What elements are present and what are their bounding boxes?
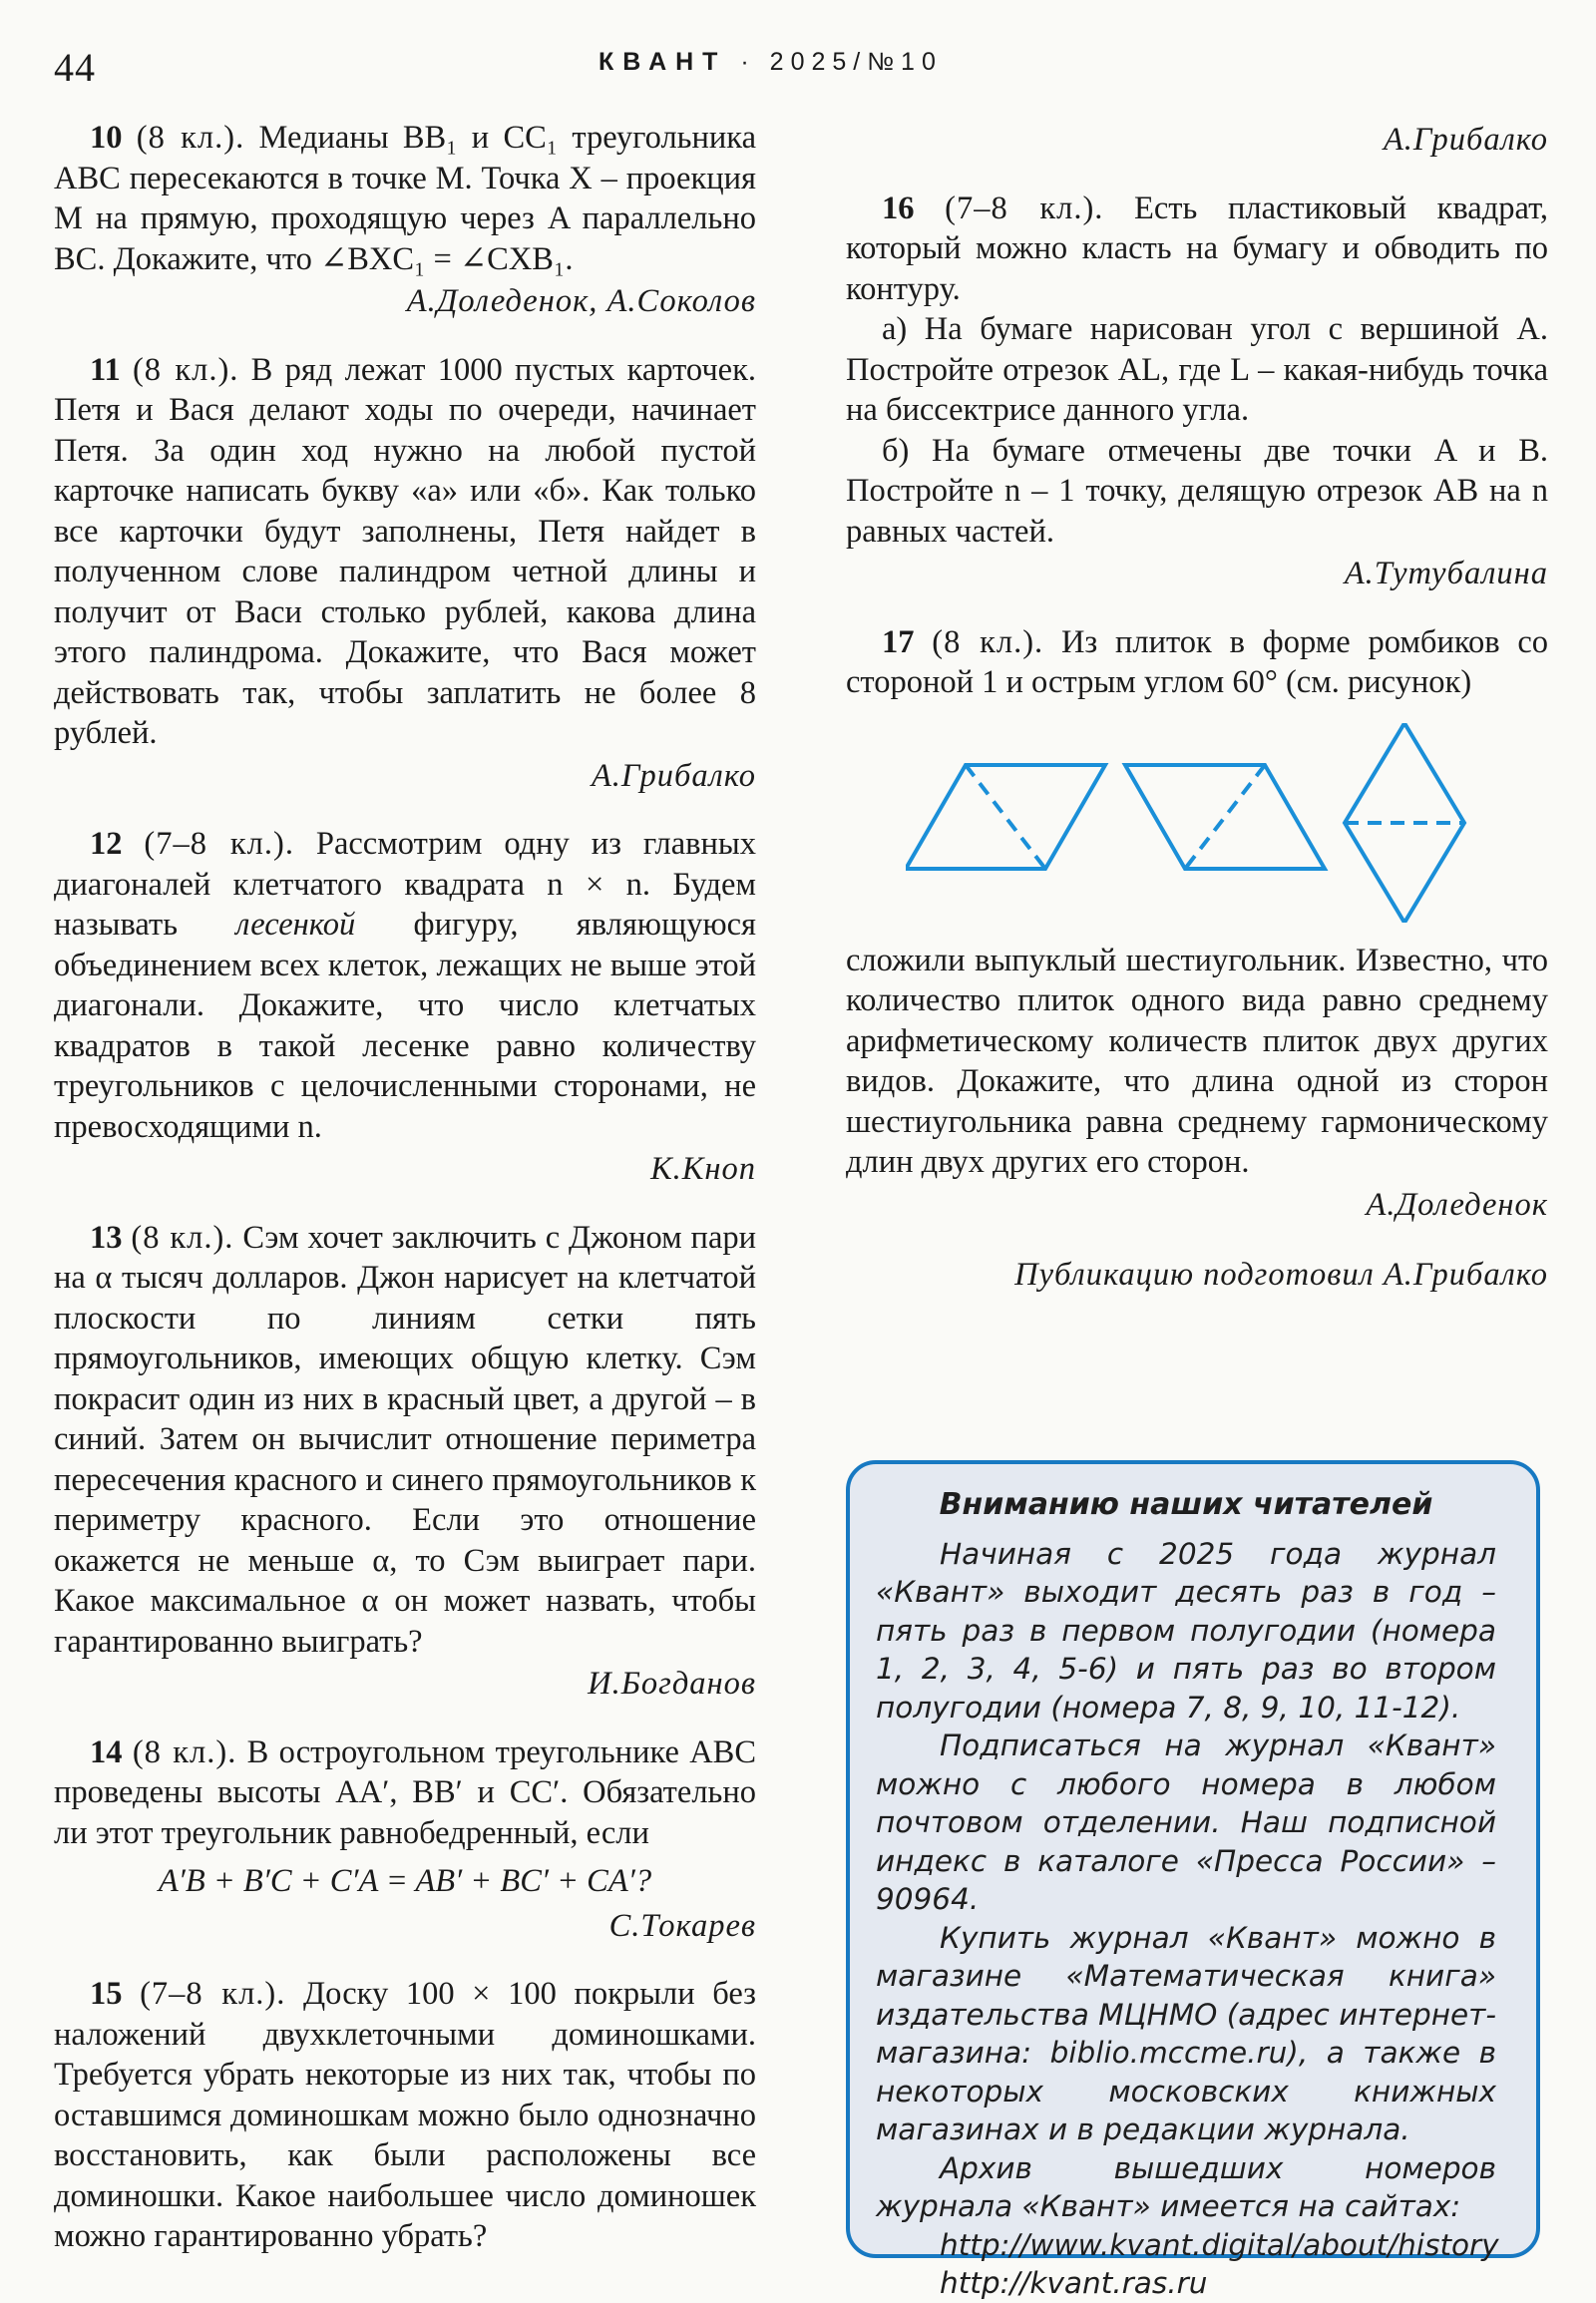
problem-text: Есть пластиковый квадрат, который можно класть на бумагу и обводить по контуру. <box>846 190 1548 307</box>
publication-credit: Публикацию подготовил А.Грибалко <box>1014 1257 1548 1293</box>
problem-text-continued: сложили выпуклый шестиугольник. Известно, что количество плиток одного вида равно среднему арифметическому количеств плиток двух других видов. Докажите, что длина одной из сторон шестиугольника равна среднему гармоническому длин двух других его сторон. <box>846 942 1548 1180</box>
problem-grade: (8 кл.). <box>932 623 1044 660</box>
problem-author: С.Токарев <box>608 1907 756 1944</box>
problem-term: лесенкой <box>235 907 356 943</box>
rhombus-tile-3 <box>1345 723 1464 923</box>
page-number: 44 <box>54 45 96 90</box>
problem-author: А.Тутубалина <box>1344 556 1548 591</box>
problem-text-continued: фигуру, являющуюся объединением всех клеток, лежащих не выше этой диагонали. Докажите, что число клетчатых квадратов в такой лесенке равно количеству треугольников с целочисленными сторонами, не превосходящими n. <box>54 907 756 1145</box>
issue-label: · 2025/№10 <box>740 48 943 76</box>
problem-number: 13 <box>90 1219 123 1256</box>
problem-author: К.Кноп <box>650 1151 756 1187</box>
problem-part-a: а) На бумаге нарисован угол с вершиной A. Постройте отрезок AL, где L – какая-нибудь точка на биссектрисе данного угла. <box>846 311 1548 428</box>
problem-17 <box>846 622 1548 1226</box>
left-column <box>54 118 756 2257</box>
problem-author: А.Доледенок, А.Соколов <box>406 283 756 319</box>
problem-14 <box>54 1732 756 1947</box>
notice-paragraph: Подписаться на журнал «Квант» можно с любого номера в любом почтовом отделении. Наш подписной индекс в каталоге «Пресса России» – 90964. <box>876 1728 1496 1916</box>
problem-number: 11 <box>90 351 121 388</box>
problem-grade: (8 кл.). <box>132 351 239 388</box>
problem-author: И.Богданов <box>588 1666 756 1702</box>
problem-author: А.Грибалко <box>591 757 756 794</box>
problem-number: 16 <box>882 190 915 226</box>
right-column <box>846 118 1548 1296</box>
problem-number: 15 <box>90 1976 123 2012</box>
problem-number: 17 <box>882 623 915 660</box>
problem-grade: (7–8 кл.). <box>945 190 1104 226</box>
problem-text: Медианы BB₁ и CC₁ треугольника ABC пересекаются в точке M. Точка X – проекция M на прямую, проходящую через A параллельно BC. Докажите, что ∠BXC₁ = ∠CXB₁. <box>54 120 757 277</box>
problem-number: 12 <box>90 826 123 862</box>
magazine-title: КВАНТ <box>598 48 727 76</box>
notice-paragraph: Купить журнал «Квант» можно в магазине «Математическая книга» издательства МЦНМО (адрес интернет-магазина: biblio.mccme.ru), а также в некоторых московских книжных магазинах и в редакции журнала. <box>876 1920 1496 2146</box>
problem-12 <box>54 824 756 1190</box>
problem-grade: (8 кл.). <box>132 1733 237 1770</box>
running-head <box>598 48 1017 77</box>
notice-paragraph: Архив вышедших номеров журнала «Квант» имеется на сайтах: <box>876 2150 1496 2223</box>
notice-paragraph: Начиная с 2025 года журнал «Квант» выходит десять раз в год – пять раз в первом полугодии (номера 1, 2, 3, 4, 5-6) и пять раз во втором полугодии (номера 7, 8, 9, 10, 11-12). <box>876 1536 1496 1725</box>
rhombus-tile-2 <box>1125 765 1325 869</box>
problem-text: В остроугольном треугольнике ABC проведены высоты AA′, BB′ и CC′. Обязательно ли этот треугольник равнобедренный, если <box>54 1733 757 1851</box>
problem-grade: (8 кл.). <box>136 120 245 156</box>
problem-13 <box>54 1218 756 1705</box>
problem-text: Рассмотрим одну из главных диагоналей клетчатого квадрата n × n. Будем называть <box>54 826 757 943</box>
problem-formula: A′B + B′C + C′A = AB′ + BC′ + CA′? <box>158 1863 652 1899</box>
problem-11 <box>54 350 756 797</box>
problem-text: Доску 100 × 100 покрыли без наложений двухклеточными доминошками. Требуется убрать некоторые из них так, чтобы по оставшимся доминошкам можно было однозначно восстановить, как были расположены все доминошки. Какое наибольшее число доминошек можно гарантированно убрать? <box>54 1976 756 2254</box>
problem-text: В ряд лежат 1000 пустых карточек. Петя и Вася делают ходы по очереди, начинает Петя. За один ход нужно на любой пустой карточке написать букву «а» или «б». Как только все карточки будут заполнены, Петя найдет в полученном слове палиндром четной длины и получит от Васи столько рублей, какова длина этого палиндрома. Докажите, что Вася может действовать так, чтобы заплатить не более 8 рублей. <box>54 351 757 751</box>
problem-15 <box>54 1974 756 2257</box>
problem-grade: (7–8 кл.). <box>140 1976 286 2012</box>
problem-number: 10 <box>90 120 123 156</box>
problem-16 <box>846 189 1548 594</box>
problem-part-b: б) На бумаге отмечены две точки A и B. Постройте n – 1 точку, делящую отрезок AB на n равных частей. <box>846 432 1548 550</box>
problem-15-author: А.Грибалко <box>1383 122 1548 158</box>
rhombus-tiles-figure <box>906 723 1504 923</box>
readers-notice-box <box>846 1460 1540 2300</box>
problem-number: 14 <box>90 1733 123 1770</box>
notice-title: Вниманию наших читателей <box>939 1487 1433 1522</box>
problem-10 <box>54 118 756 322</box>
problem-grade: (7–8 кл.). <box>144 826 294 862</box>
problem-text: Из плиток в форме ромбиков со стороной 1 и острым углом 60° (см. рисунок) <box>846 623 1549 700</box>
problem-author: А.Доледенок <box>1366 1186 1548 1223</box>
archive-link-kvant-digital[interactable]: http://www.kvant.digital/about/history <box>940 2227 1499 2262</box>
archive-link-kvant-ras[interactable]: http://kvant.ras.ru <box>940 2266 1208 2300</box>
problem-text: Сэм хочет заключить с Джоном пари на α тысяч долларов. Джон нарисует на клетчатой плоскости по линиям сетки пять прямоугольников, имеющих общую клетку. Сэм покрасит один из них в красный цвет, а другой – в синий. Затем он вычислит отношение периметра пересечения красного и синего прямоугольников к периметру красного. Если это отношение окажется не меньше α, то Сэм выиграет пари. Какое максимальное α он может назвать, чтобы гарантированно выиграть? <box>54 1219 757 1660</box>
problem-grade: (8 кл.). <box>131 1219 234 1256</box>
rhombus-tile-1 <box>906 765 1105 869</box>
